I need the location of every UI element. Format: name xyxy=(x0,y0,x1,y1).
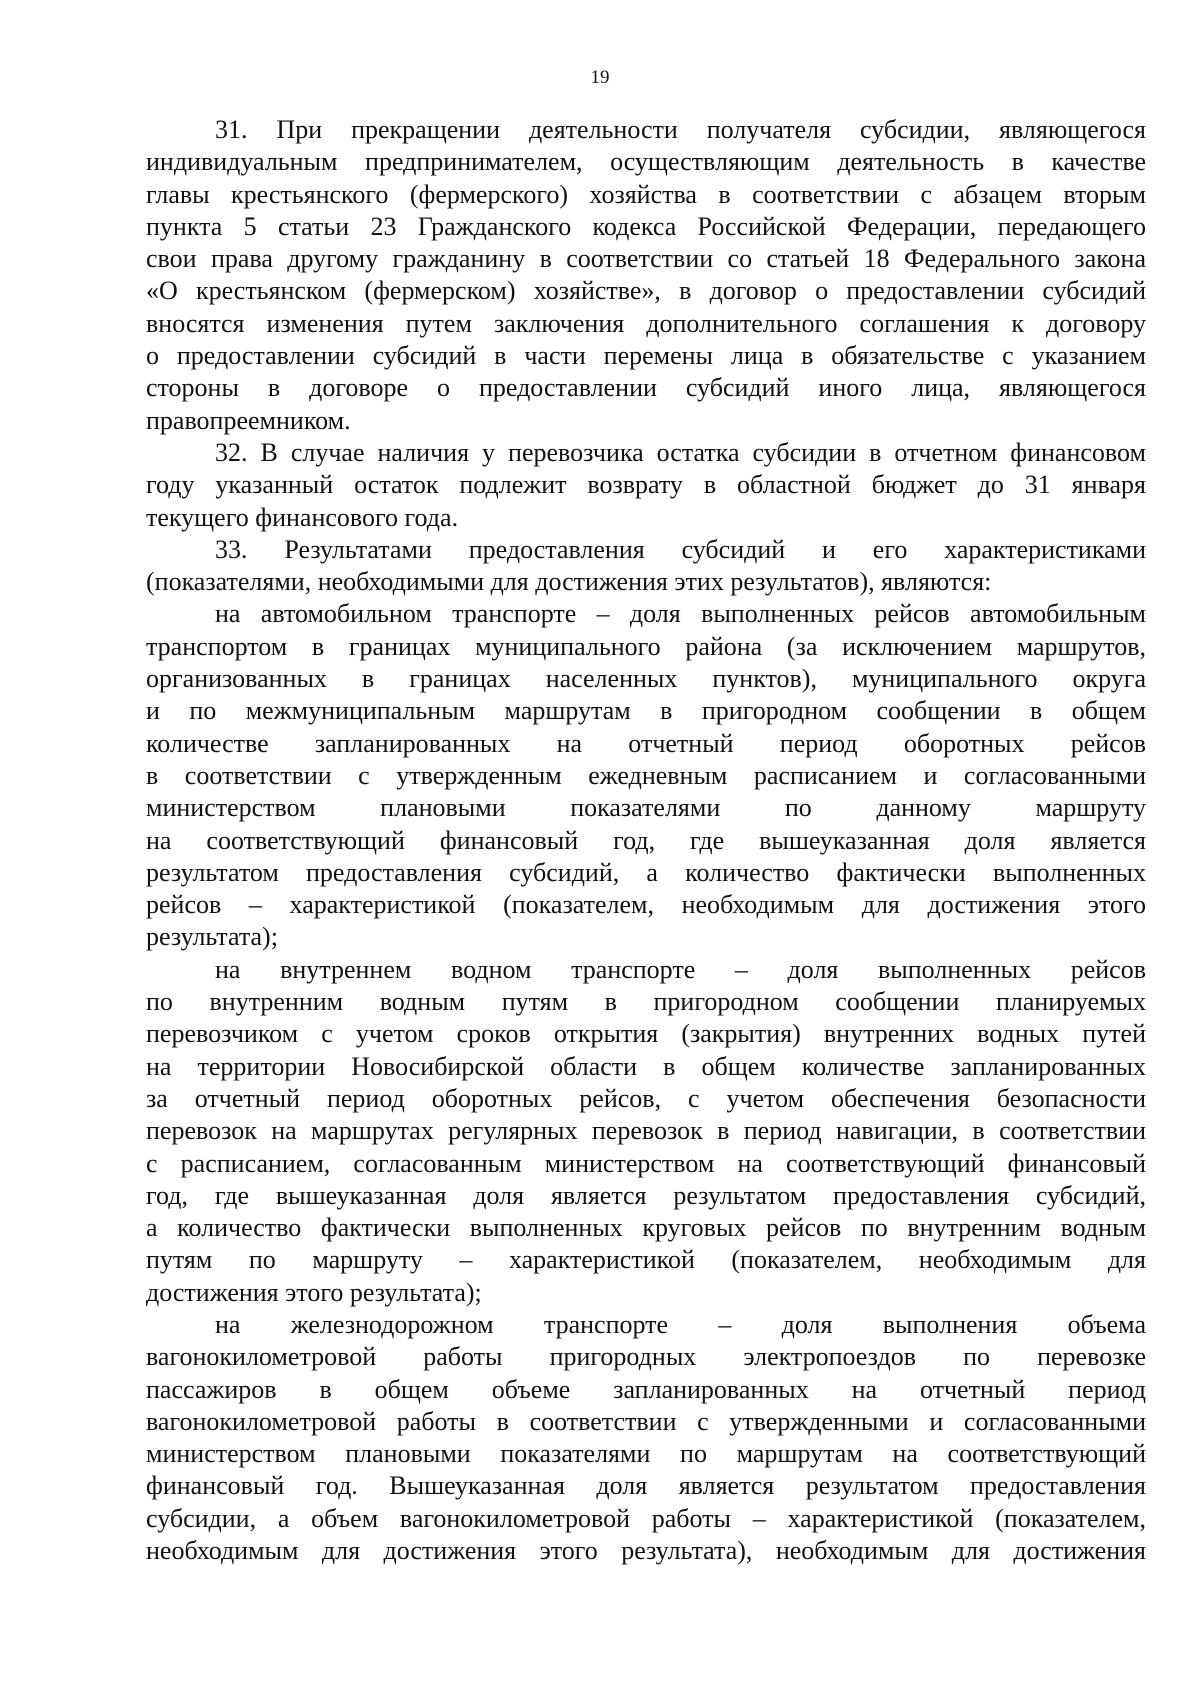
text-line: министерством плановыми показателями по данному маршруту xyxy=(146,793,1146,823)
text-line: результатом предоставления субсидий, а количество фактически выполненных xyxy=(146,857,1146,887)
text-line: правопреемником. xyxy=(146,405,351,435)
text-line: стороны в договоре о предоставлении субсидий иного лица, являющегося xyxy=(146,373,1146,403)
text-line: с расписанием, согласованным министерством на соответствующий финансовый xyxy=(146,1148,1146,1178)
text-line: достижения этого результата); xyxy=(146,1277,482,1307)
text-line: индивидуальным предпринимателем, осуществляющим деятельность в качестве xyxy=(146,147,1146,177)
text-line: организованных в границах населенных пунктов), муниципального округа xyxy=(146,664,1146,694)
text-line: 31. При прекращении деятельности получателя субсидии, являющегося xyxy=(215,115,1146,144)
text-line: «О крестьянском (фермерском) хозяйстве», в договор о предоставлении субсидий xyxy=(146,276,1146,306)
text-line: свои права другому гражданину в соответствии со статьей 18 Федерального закона xyxy=(146,244,1147,274)
text-line: количестве запланированных на отчетный период оборотных рейсов xyxy=(146,728,1146,758)
text-line: финансовый год. Вышеуказанная доля является результатом предоставления xyxy=(146,1471,1146,1501)
text-line: в соответствии с утвержденным ежедневным расписанием и согласованными xyxy=(146,760,1146,790)
text-line: о предоставлении субсидий в части перемены лица в обязательстве с указанием xyxy=(146,341,1146,371)
text-line: а количество фактически выполненных круговых рейсов по внутренним водным xyxy=(146,1213,1146,1243)
text-line: на автомобильном транспорте – доля выполненных рейсов автомобильным xyxy=(215,599,1146,629)
text-line: год, где вышеуказанная доля является результатом предоставления субсидий, xyxy=(146,1180,1146,1210)
text-line: субсидии, а объем вагонокилометровой работы – характеристикой (показателем, xyxy=(146,1503,1146,1533)
text-line: на территории Новосибирской области в общем количестве запланированных xyxy=(146,1051,1146,1081)
text-line: министерством плановыми показателями по маршрутам на соответствующий xyxy=(146,1439,1146,1469)
text-line: (показателями, необходимыми для достижения этих результатов), являются: xyxy=(146,567,992,597)
text-line: на соответствующий финансовый год, где вышеуказанная доля является xyxy=(146,825,1146,855)
text-line: за отчетный период оборотных рейсов, с учетом обеспечения безопасности xyxy=(146,1083,1147,1113)
text-line: текущего финансового года. xyxy=(146,502,459,532)
document-body xyxy=(146,114,1146,1567)
text-line: вагонокилометровой работы пригородных электропоездов по перевозке xyxy=(146,1342,1146,1372)
text-line: вносятся изменения путем заключения дополнительного соглашения к договору xyxy=(146,308,1146,338)
text-line: транспортом в границах муниципального района (за исключением маршрутов, xyxy=(146,631,1146,661)
text-line: году указанный остаток подлежит возврату в областной бюджет до 31 января xyxy=(146,470,1146,500)
text-line: и по межмуниципальным маршрутам в пригородном сообщении в общем xyxy=(146,696,1146,726)
text-line: по внутренним водным путям в пригородном сообщении планируемых xyxy=(146,987,1147,1017)
text-line: пассажиров в общем объеме запланированных на отчетный период xyxy=(146,1374,1146,1404)
page-number: 19 xyxy=(590,67,610,88)
text-line: 33. Результатами предоставления субсидий и его характеристиками xyxy=(215,534,1146,564)
text-line: перевозчиком с учетом сроков открытия (закрытия) внутренних водных путей xyxy=(146,1019,1146,1049)
text-line: результата); xyxy=(146,922,278,952)
text-line: главы крестьянского (фермерского) хозяйства в соответствии с абзацем вторым xyxy=(146,179,1146,209)
text-line: на внутреннем водном транспорте – доля выполненных рейсов xyxy=(215,954,1146,984)
text-line: путям по маршруту – характеристикой (показателем, необходимым для xyxy=(146,1245,1146,1275)
text-line: перевозок на маршрутах регулярных перевозок в период навигации, в соответствии xyxy=(146,1116,1146,1146)
text-line: на железнодорожном транспорте – доля выполнения объема xyxy=(215,1309,1146,1339)
text-line: необходимым для достижения этого результата), необходимым для достижения xyxy=(146,1536,1146,1566)
text-line: пункта 5 статьи 23 Гражданского кодекса Российской Федерации, передающего xyxy=(146,211,1147,241)
text-line: рейсов – характеристикой (показателем, необходимым для достижения этого xyxy=(146,890,1146,920)
text-line: 32. В случае наличия у перевозчика остатка субсидии в отчетном финансовом xyxy=(215,437,1146,467)
text-line: вагонокилометровой работы в соответствии с утвержденными и согласованными xyxy=(146,1406,1146,1436)
